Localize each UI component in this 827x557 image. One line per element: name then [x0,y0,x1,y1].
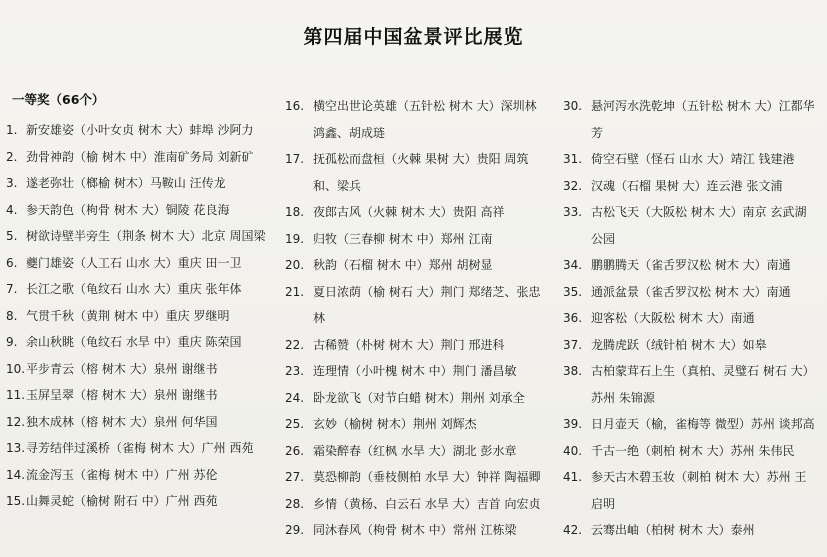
entry-text: 古松飞天（大阪松 树木 大）南京 玄武湖公园 [591,205,807,246]
entry-number: 14. [6,467,26,482]
entry-number: 3. [6,176,18,190]
entry-text: 平步青云（榕 树木 大）泉州 谢继书 [26,361,218,376]
list-item [6,197,266,224]
entry-number: 41. [563,470,583,484]
entry-text: 独木成林（榕 树木 大）泉州 何华国 [26,414,218,429]
list-item [285,252,547,279]
list-item [285,332,547,359]
entry-text: 新安雄姿（小叶女贞 树木 大）蚌埠 沙阿力 [26,123,254,137]
entry-number: 16. [285,99,305,113]
list-item [6,303,266,330]
award-list-col2 [285,93,547,544]
entry-text: 古柏蒙茸石上生（真柏、灵璧石 树石 大）苏州 朱锦源 [591,364,815,405]
list-item [563,358,817,411]
entry-number: 29. [285,523,305,537]
entry-number: 15. [6,494,26,508]
entry-number: 2. [6,149,18,164]
list-item [285,517,547,544]
entry-text: 劲骨神韵（榆 树木 中）淮南矿务局 刘新矿 [26,149,254,164]
entry-number: 37. [563,337,583,352]
list-item [563,146,817,173]
entry-text: 千古一绝（刺柏 树木 大）苏州 朱伟民 [591,443,795,458]
entry-number: 1. [6,123,18,137]
entry-number: 27. [285,470,305,484]
list-item [6,170,266,197]
entry-number: 10. [6,361,26,376]
list-item [285,385,547,412]
list-item [6,144,266,171]
entry-text: 秋韵（石榴 树木 中）郑州 胡树显 [313,258,493,272]
entry-text: 山舞灵蛇（榆树 附石 中）广州 西苑 [26,494,218,508]
entry-number: 20. [285,258,305,272]
list-item [6,329,266,356]
list-item [285,358,547,385]
list-item [285,93,547,146]
entry-text: 日月壶天（榆，雀梅等 微型）苏州 谈邦高 [591,417,815,431]
list-item [285,226,547,253]
list-item [563,438,817,465]
award-list-col3 [563,93,817,544]
list-item [285,438,547,465]
list-item [563,305,817,332]
entry-number: 35. [563,284,583,299]
entry-text: 同沐春风（枸骨 树木 中）常州 江栋梁 [313,523,517,537]
entry-number: 19. [285,231,305,246]
entry-text: 莫恐柳韵（垂枝侧柏 水旱 大）钟祥 陶福卿 [313,470,541,484]
entry-text: 夔门雄姿（人工石 山水 大）重庆 田一卫 [26,255,242,270]
entry-text: 夏日浓荫（榆 树石 大）荆门 郑绪芝、张忠林 [313,284,541,325]
entry-number: 7. [6,282,18,296]
entry-text: 玄妙（榆树 树木）荆州 刘辉杰 [313,417,477,431]
entry-text: 树欲诗壁半旁生（荆条 树木 大）北京 周国梁 [26,229,266,243]
entry-text: 气贯千秋（黄荆 树木 中）重庆 罗继明 [26,308,230,323]
entry-number: 31. [563,152,583,166]
list-item [6,356,266,383]
list-item [6,250,266,277]
award-list-col1 [6,117,266,515]
list-item [285,464,547,491]
entry-text: 卧龙欲飞（对节白蜡 树木）荆州 刘承全 [313,390,525,405]
list-item [6,488,266,515]
section-heading: 一等奖（66个） [12,92,105,107]
entry-text: 通派盆景（雀舌罗汉松 树木 大）南通 [591,284,791,299]
entry-number: 17. [285,152,305,166]
page-title: 第四届中国盆景评比展览 [303,26,524,48]
entry-text: 抚孤松而盘桓（火棘 果树 大）贵阳 周筑和、梁兵 [313,152,529,193]
list-item [563,411,817,438]
entry-number: 13. [6,441,26,455]
entry-text: 乡情（黄杨、白云石 水旱 大）吉首 向宏贞 [313,496,541,511]
entry-number: 34. [563,258,583,272]
entry-number: 23. [285,364,305,378]
entry-number: 32. [563,178,583,193]
list-item [285,279,547,332]
entry-number: 5. [6,229,18,243]
entry-text: 汉魂（石榴 果树 大）连云港 张文浦 [591,178,783,193]
entry-text: 倚空石壁（怪石 山水 大）靖江 钱建港 [591,152,795,166]
list-item [563,332,817,359]
list-item [6,223,266,250]
entry-text: 鹏鹏腾天（雀舌罗汉松 树木 大）南通 [591,258,791,272]
entry-text: 迎客松（大阪松 树木 大）南通 [591,311,755,325]
list-item [563,199,817,252]
entry-number: 24. [285,390,305,405]
list-item [6,276,266,303]
list-item [563,279,817,306]
entry-number: 33. [563,205,583,219]
entry-number: 21. [285,284,305,299]
entry-number: 8. [6,308,18,323]
list-item [6,382,266,409]
list-item [6,409,266,436]
entry-text: 寻芳结伴过溪桥（雀梅 树木 大）广州 西苑 [26,441,254,455]
entry-text: 云骞出岫（柏树 树木 大）泰州 [591,523,755,537]
list-item [6,117,266,144]
entry-text: 玉屏呈翠（榕 树木 大）泉州 谢继书 [26,388,218,402]
entry-number: 26. [285,443,305,458]
entry-number: 40. [563,443,583,458]
entry-text: 余山秋眺（龟纹石 水旱 中）重庆 陈荣国 [26,335,242,349]
list-item [285,411,547,438]
list-item [563,93,817,146]
entry-text: 古稀赞（朴树 树木 大）荆门 邢进科 [313,337,505,352]
entry-text: 遂老弥壮（榔榆 树木）马鞍山 汪传龙 [26,176,226,190]
entry-number: 39. [563,417,583,431]
entry-text: 横空出世论英雄（五针松 树木 大）深圳林鸿鑫、胡成琏 [313,99,537,140]
entry-text: 霜染醉春（红枫 水旱 大）湖北 彭水章 [313,443,517,458]
list-item [6,435,266,462]
entry-text: 归牧（三春柳 树木 中）郑州 江南 [313,231,493,246]
entry-number: 42. [563,523,583,537]
list-item [285,491,547,518]
list-item [563,464,817,517]
entry-number: 4. [6,202,18,217]
list-item [6,462,266,489]
entry-number: 6. [6,255,18,270]
list-item [563,252,817,279]
entry-text: 参天韵色（枸骨 树木 大）铜陵 花良海 [26,202,230,217]
entry-text: 连理情（小叶槐 树木 中）荆门 潘昌敏 [313,364,517,378]
entry-text: 龙腾虎跃（绒针柏 树木 大）如皋 [591,337,767,352]
list-item [285,146,547,199]
entry-number: 25. [285,417,305,431]
list-item [285,199,547,226]
entry-number: 11. [6,388,26,402]
entry-number: 22. [285,337,305,352]
entry-text: 流金泻玉（雀梅 树木 中）广州 苏伦 [26,467,218,482]
entry-number: 12. [6,414,26,429]
entry-number: 38. [563,364,583,378]
entry-number: 36. [563,311,583,325]
list-item [563,173,817,200]
entry-text: 长江之歌（龟纹石 山水 大）重庆 张年体 [26,282,242,296]
entry-number: 28. [285,496,305,511]
entry-text: 夜郎古风（火棘 树木 大）贵阳 高祥 [313,205,505,219]
entry-number: 9. [6,335,18,349]
entry-number: 18. [285,205,305,219]
entry-text: 悬河泻水洗乾坤（五针松 树木 大）江都华芳 [591,99,815,140]
list-item [563,517,817,544]
entry-text: 参天古木碧玉妆（刺柏 树木 大）苏州 王启明 [591,470,807,511]
entry-number: 30. [563,99,583,113]
